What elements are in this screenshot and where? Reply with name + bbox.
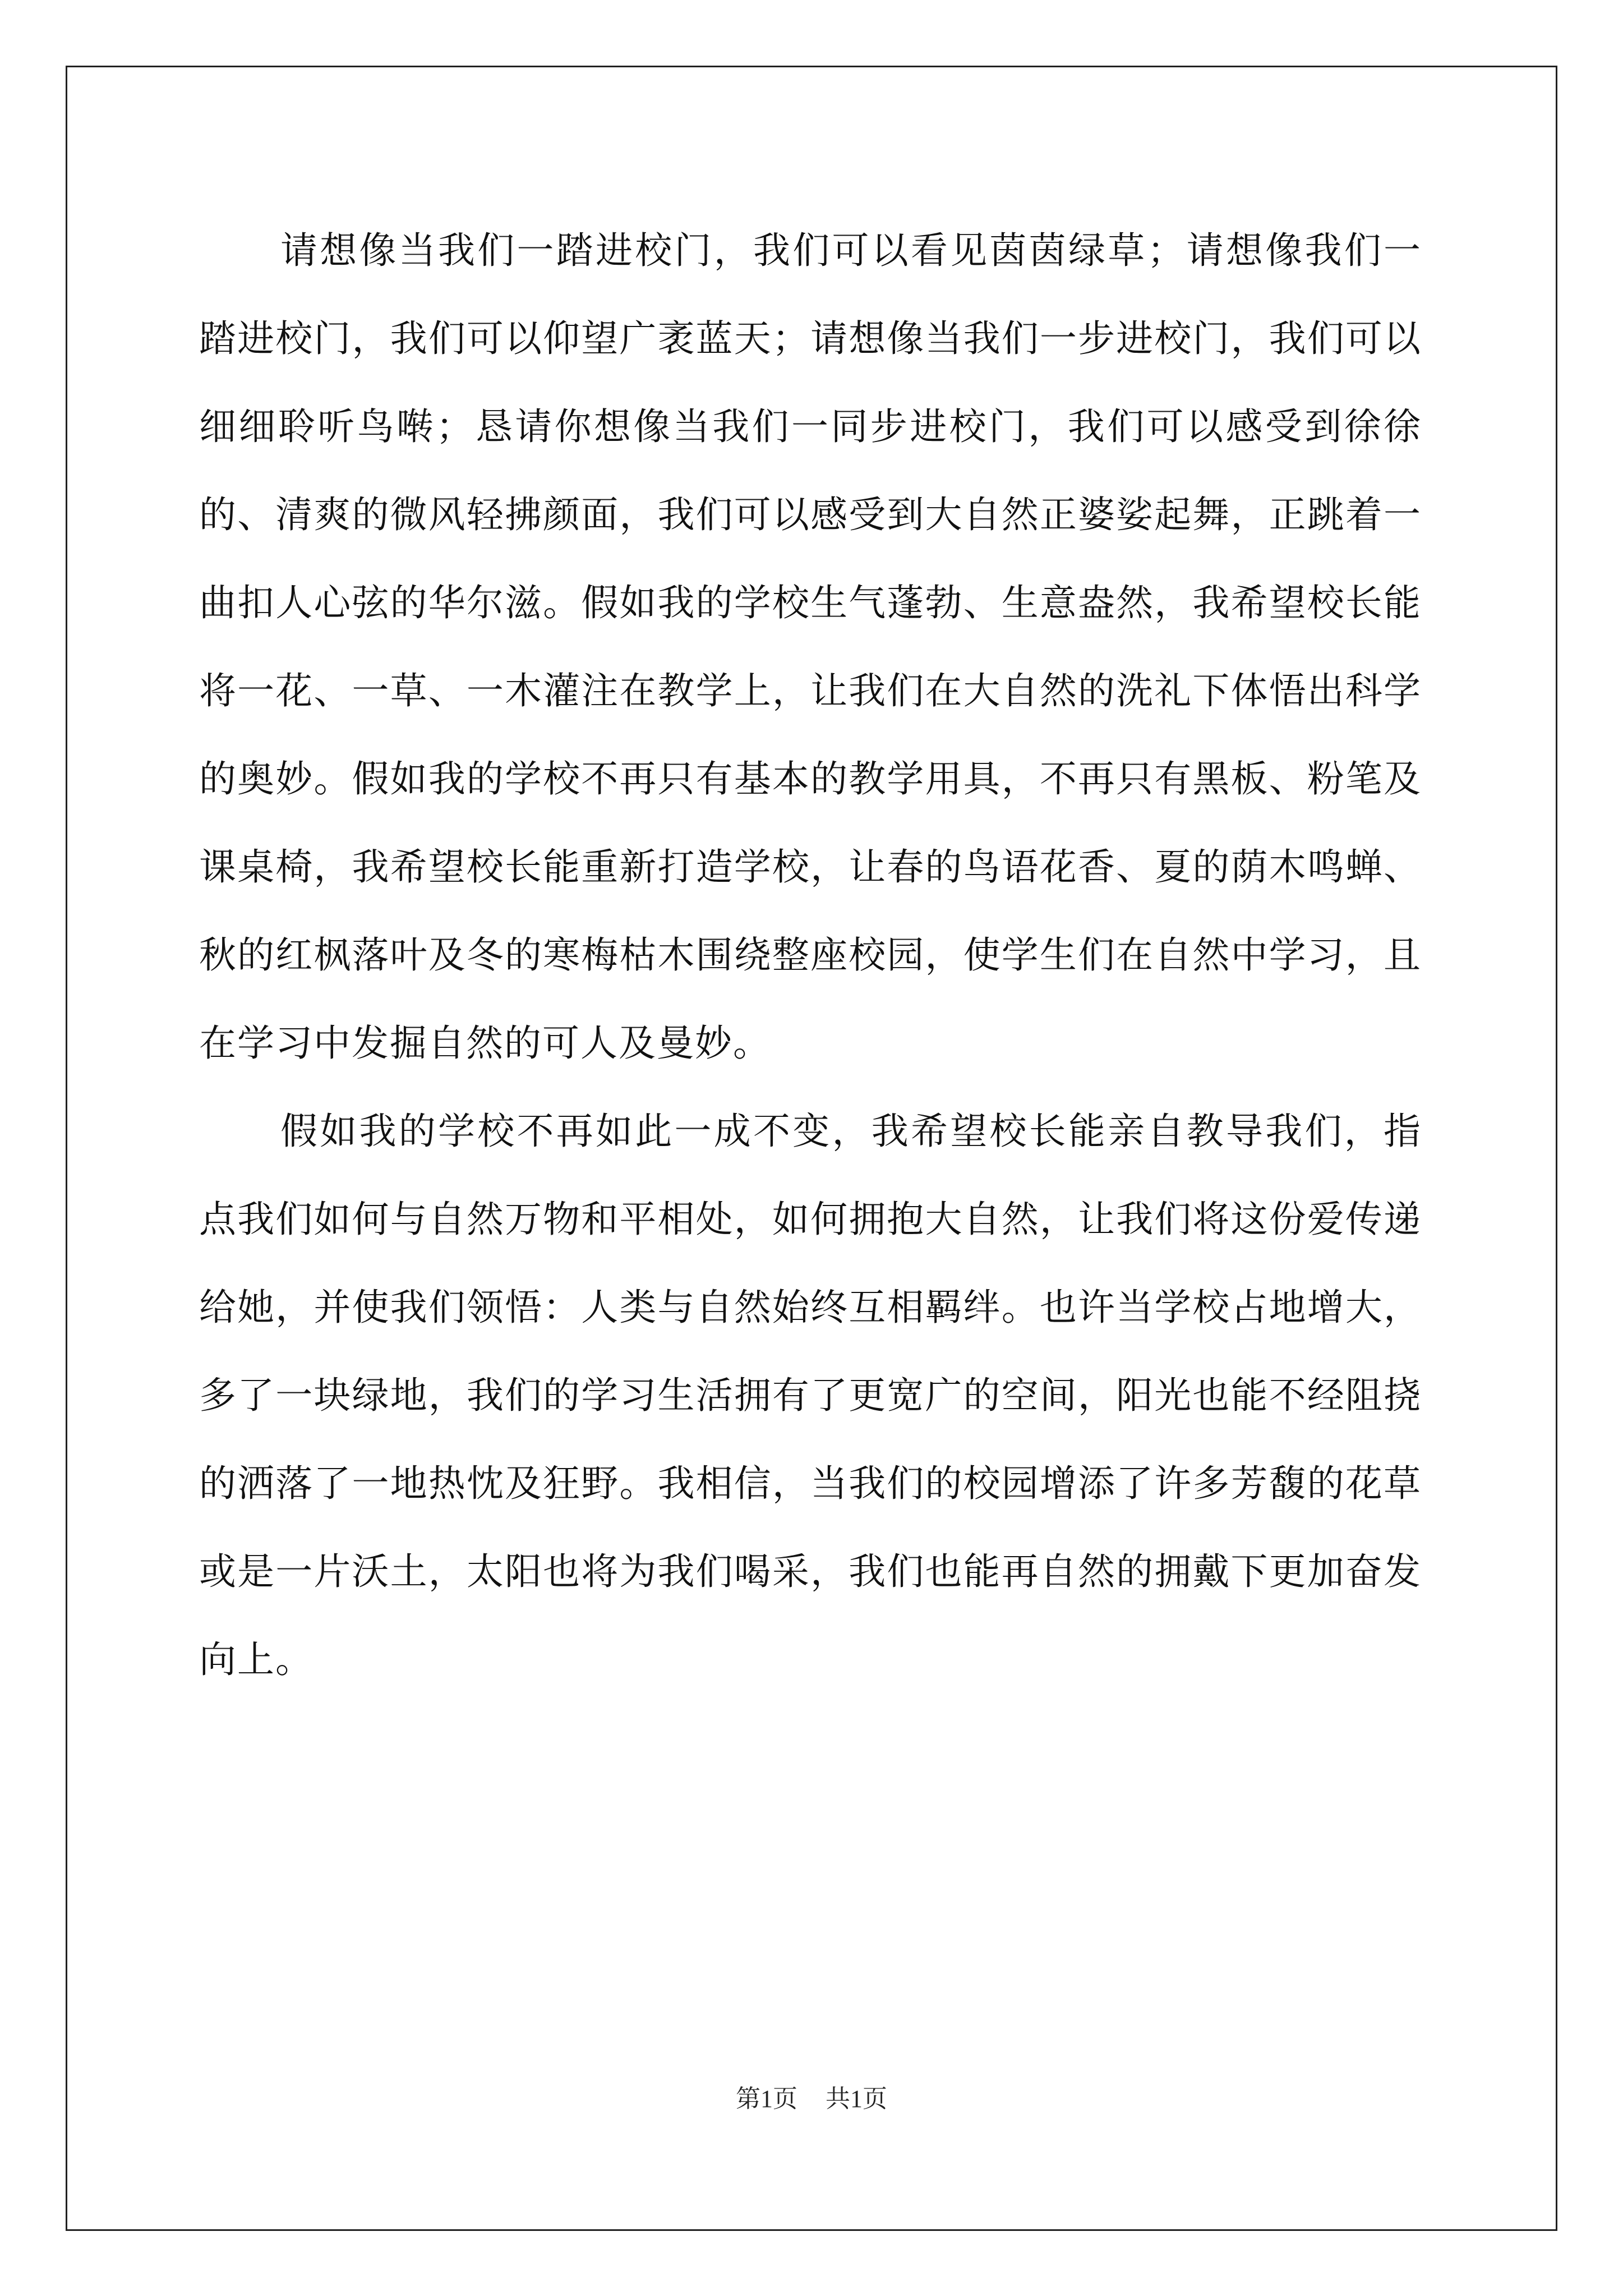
paragraph-1: 请想像当我们一踏进校门，我们可以看见茵茵绿草；请想像我们一踏进校门，我们可以仰望广袤蓝天；请想像当我们一步进校门，我们可以细细聆听鸟啭；恳请你想像当我们一同步进校门，我们可以感受到徐徐的、清爽的微风轻拂颜面，我们可以感受到大自然正婆娑起舞，正跳着一曲扣人心弦的华尔滋。假如我的学校生气蓬勃、生意盎然，我希望校长能将一花、一草、一木灌注在教学上，让我们在大自然的洗礼下体悟出科学的奥妙。假如我的学校不再只有基本的教学用具，不再只有黑板、粉笔及课桌椅，我希望校长能重新打造学校，让春的鸟语花香、夏的荫木鸣蝉、秋的红枫落叶及冬的寒梅枯木围绕整座校园，使学生们在自然中学习，且在学习中发掘自然的可人及曼妙。 [199,229,1422,1065]
page-number: 第1页 [736,2085,797,2113]
paragraph-2: 假如我的学校不再如此一成不变，我希望校长能亲自教导我们，指点我们如何与自然万物和平相处，如何拥抱大自然，让我们将这份爱传递给她，并使我们领悟：人类与自然始终互相羁绊。也许当学校占地增大，多了一块绿地，我们的学习生活拥有了更宽广的空间，阳光也能不经阻挠的洒落了一地热忱及狂野。我相信，当我们的校园增添了许多芳馥的花草或是一片沃土，太阳也将为我们喝采，我们也能再自然的拥戴下更加奋发向上。 [199,1110,1422,1681]
page-footer [0,2082,1623,2116]
document-body [199,206,1422,1704]
page-total: 共1页 [826,2085,887,2113]
